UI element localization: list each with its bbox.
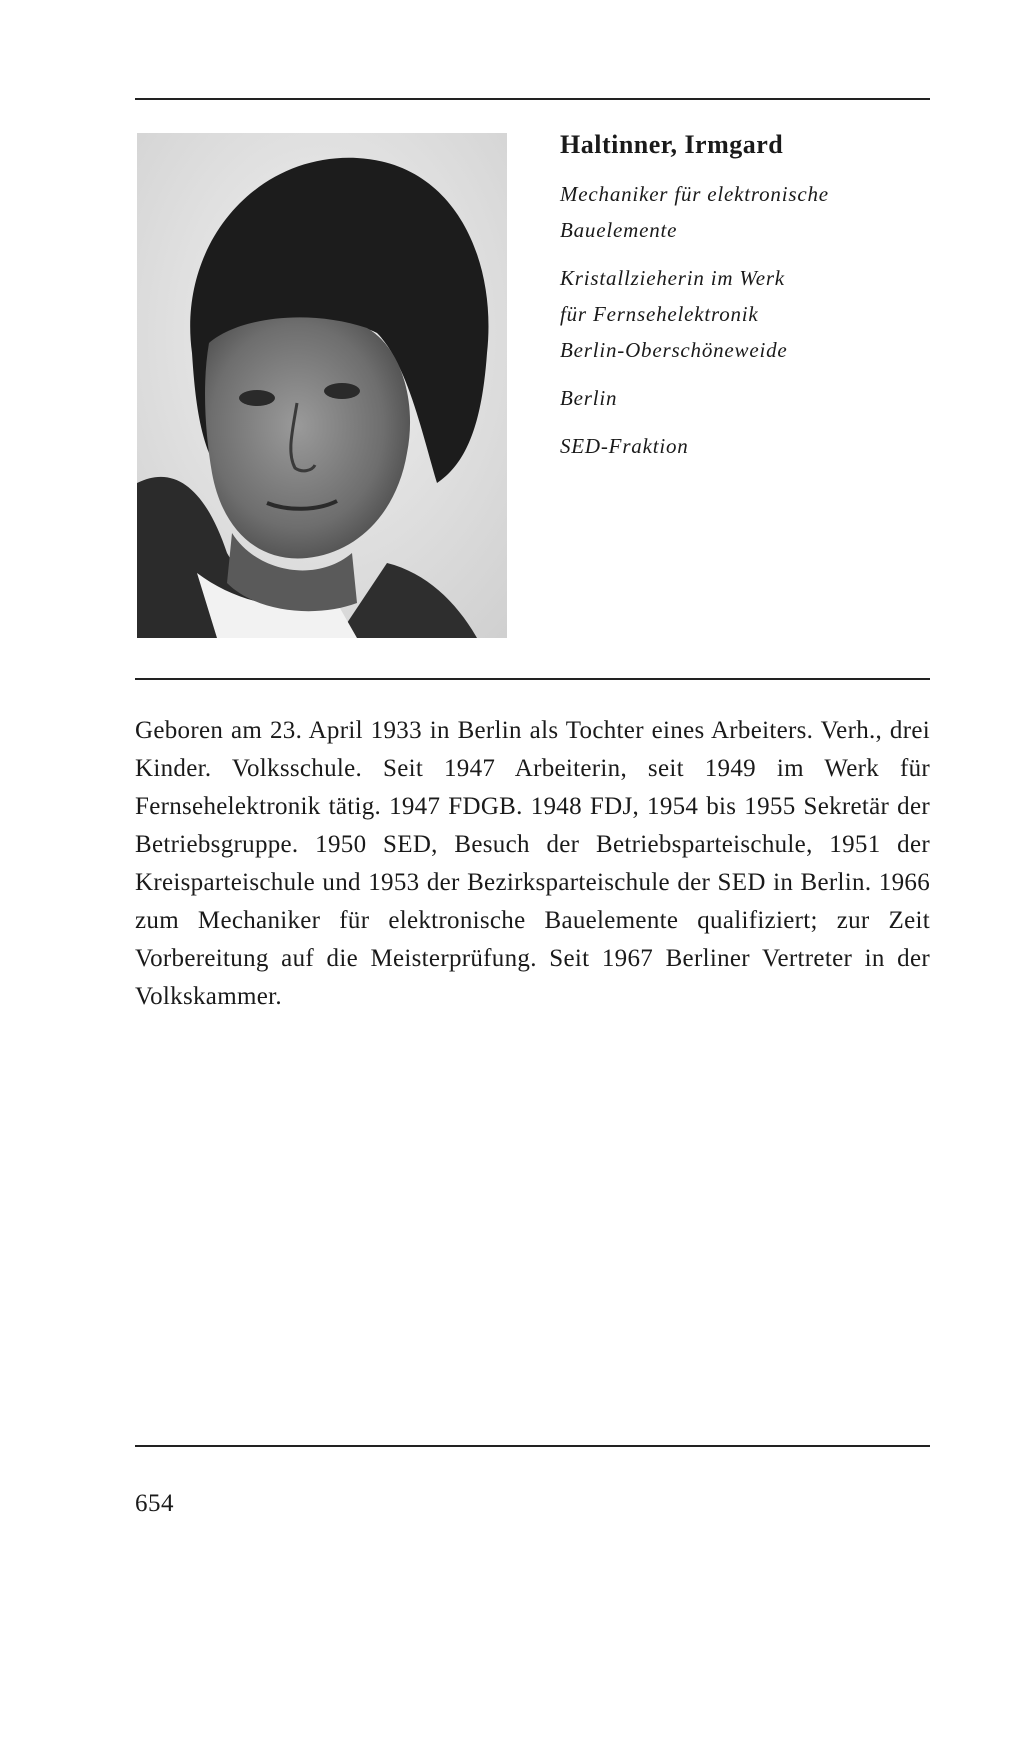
workplace: Kristallzieherin im Werk für Fernsehelektronik Berlin-Oberschöneweide — [560, 266, 788, 362]
top-rule — [135, 98, 930, 100]
portrait-photo — [137, 133, 507, 638]
faction: SED-Fraktion — [560, 434, 689, 458]
middle-rule — [135, 678, 930, 680]
city: Berlin — [560, 386, 618, 410]
person-name: Haltinner, Irmgard — [560, 130, 784, 159]
bottom-rule — [135, 1445, 930, 1447]
entry-header — [560, 128, 930, 476]
profession: Mechaniker für elektronische Bauelemente — [560, 182, 829, 242]
page-number: 654 — [135, 1490, 174, 1517]
biography-paragraph: Geboren am 23. April 1933 in Berlin als Tochter eines Arbeiters. Verh., drei Kinder. Volksschule. Seit 1947 Arbeiterin, seit 1949 im Werk für Fernsehelektronik tätig. 1947 FDGB. 1948 FDJ, 1954 bis 1955 Sekretär der Betriebsgruppe. 1950 SED, Besuch der Betriebsparteischule, 1951 der Kreisparteischule und 1953 der Bezirksparteischule der SED in Berlin. 1966 zum Mechaniker für elektronische Bauelemente qualifiziert; zur Zeit Vorbereitung auf die Meisterprüfung. Seit 1967 Berliner Vertreter in der Volkskammer. — [135, 717, 930, 1010]
